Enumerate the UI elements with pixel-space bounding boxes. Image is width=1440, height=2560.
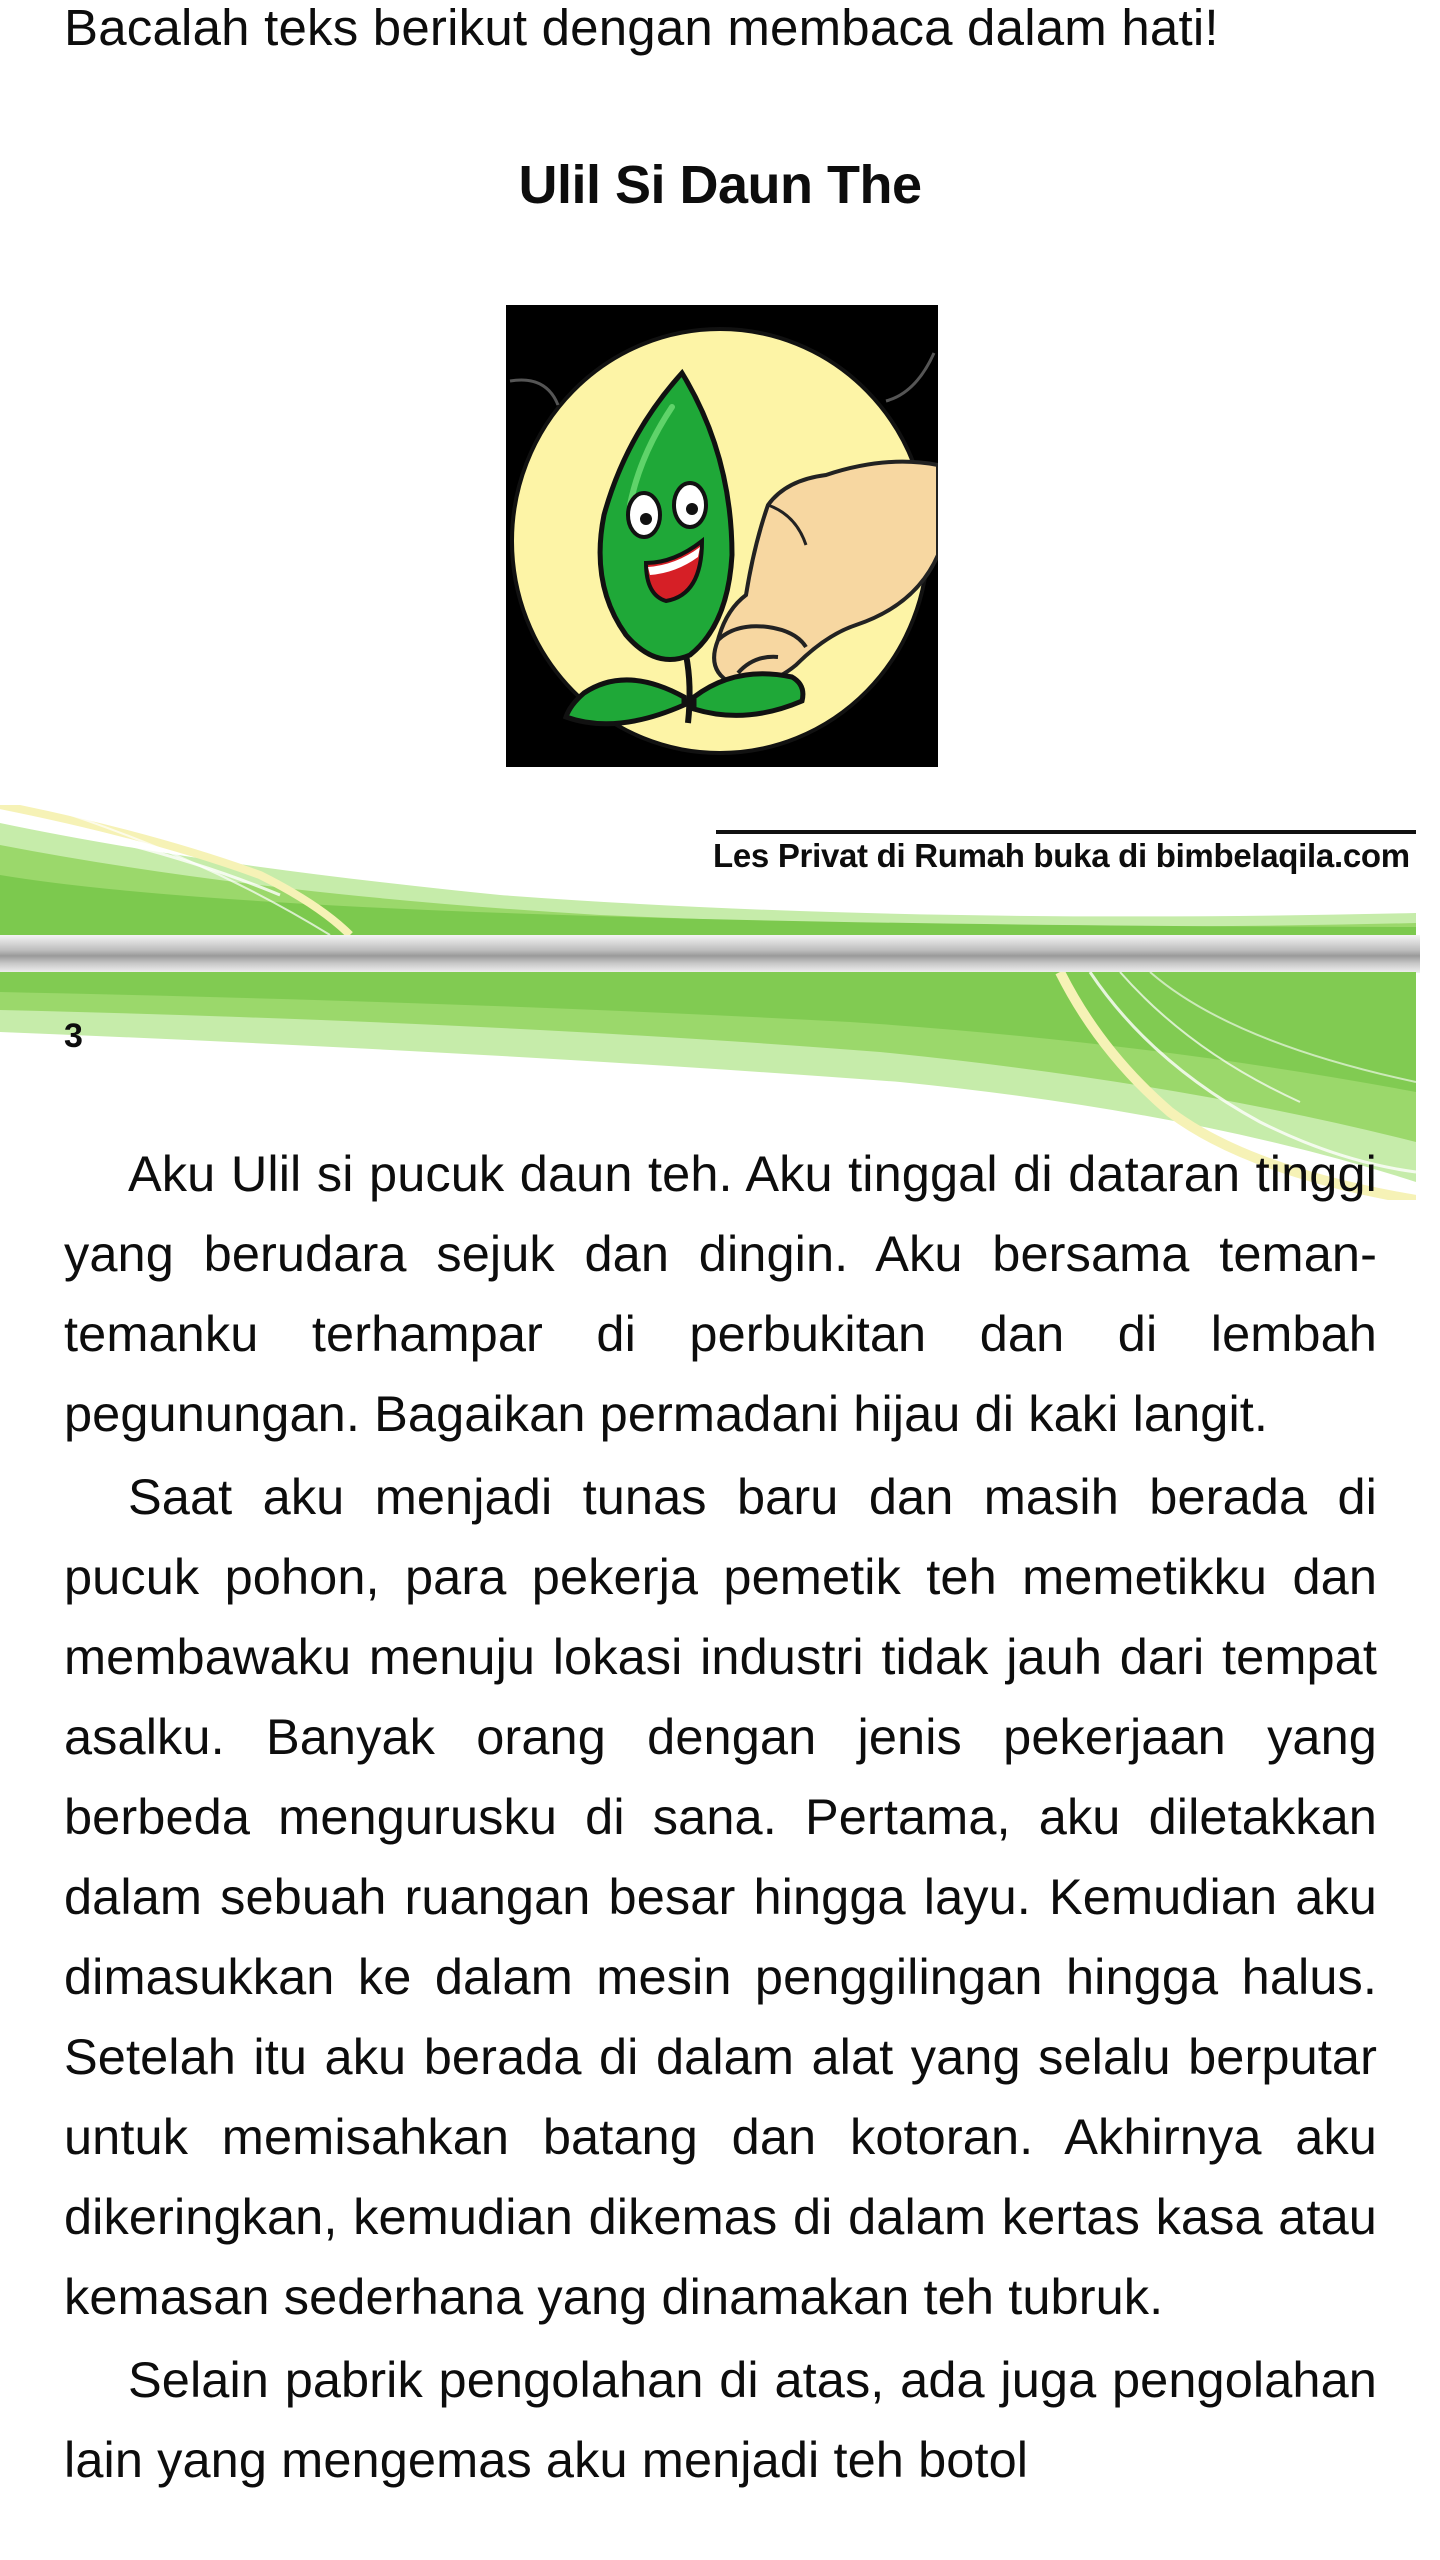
story-paragraph: Saat aku menjadi tunas baru dan masih berada di pucuk pohon, para pekerja pemetik teh memetikku dan membawaku menuju lokasi industri tidak jauh dari tempat asalku. Banyak orang dengan jenis pekerjaan yang berbeda mengurusku di sana. Pertama, aku diletakkan dalam sebuah ruangan besar hingga layu. Kemudian aku dimasukkan ke dalam mesin penggilingan hingga halus. Setelah itu aku berada di dalam alat yang selalu berputar untuk memisahkan batang dan kotoran. Akhirnya aku dikeringkan, kemudian dikemas di dalam kertas kasa atau kemasan sederhana yang dinamakan teh tubruk. (64, 1468, 1377, 2325)
story-body (64, 1134, 1377, 2500)
tea-leaf-mascot-in-hand-icon (506, 305, 938, 767)
page-number: 3 (64, 1017, 83, 1055)
instruction-text: Bacalah teks berikut dengan membaca dalam hati! (64, 0, 1219, 56)
tea-leaf-illustration (506, 305, 938, 767)
footer-advert-text: Les Privat di Rumah buka di bimbelaqila.com (713, 837, 1410, 874)
story-paragraph: Aku Ulil si pucuk daun teh. Aku tinggal di dataran tinggi yang berudara sejuk dan dingin. Aku bersama teman-temanku terhampar di perbukitan dan di lembah pegunungan. Bagaikan permadani hijau di kaki langit. (64, 1145, 1377, 1442)
story-paragraph: Selain pabrik pengolahan di atas, ada juga pengolahan lain yang mengemas aku menjadi teh botol (64, 2351, 1377, 2488)
story-title: Ulil Si Daun The (518, 155, 922, 215)
page-separator (0, 935, 1420, 973)
